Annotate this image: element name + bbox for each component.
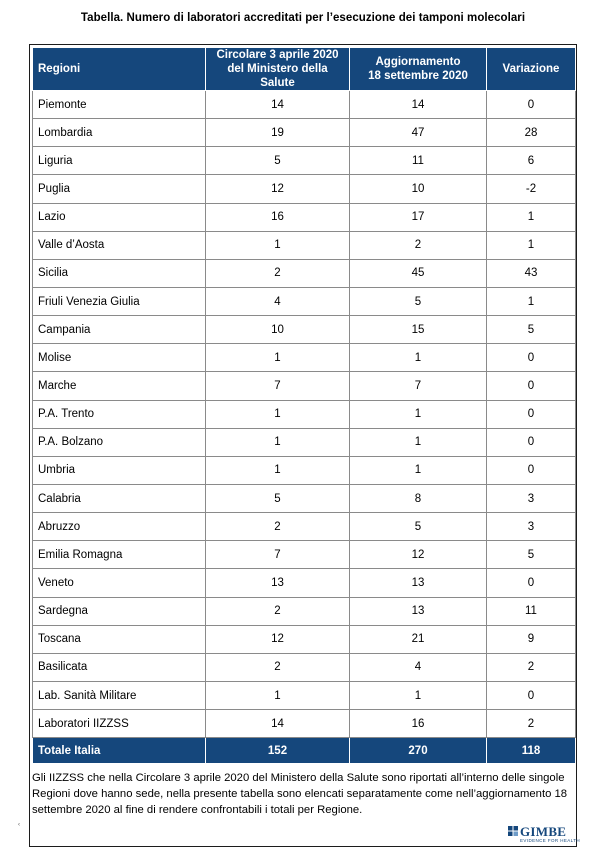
region-cell: P.A. Trento: [33, 400, 206, 428]
column-header: Regioni: [33, 48, 206, 91]
gimbe-logo: [508, 824, 581, 848]
region-cell: Friuli Venezia Giulia: [33, 287, 206, 315]
value-cell: 0: [487, 344, 576, 372]
region-cell: Basilicata: [33, 653, 206, 681]
table-row: [33, 484, 576, 512]
value-cell: 21: [350, 625, 487, 653]
value-cell: 14: [206, 91, 350, 119]
value-cell: 2: [206, 513, 350, 541]
total-row: [33, 738, 576, 764]
table-row: [33, 147, 576, 175]
table-row: [33, 259, 576, 287]
value-cell: 0: [487, 569, 576, 597]
value-cell: 7: [350, 372, 487, 400]
value-cell: 0: [487, 372, 576, 400]
value-cell: 1: [206, 344, 350, 372]
value-cell: 47: [350, 119, 487, 147]
logo-mark-icon: [508, 826, 518, 836]
value-cell: 13: [206, 569, 350, 597]
value-cell: 16: [206, 203, 350, 231]
table-row: [33, 681, 576, 709]
table-row: [33, 231, 576, 259]
value-cell: 11: [487, 597, 576, 625]
total-value: 152: [206, 738, 350, 764]
table-row: [33, 400, 576, 428]
value-cell: 45: [350, 259, 487, 287]
value-cell: 1: [487, 203, 576, 231]
table-row: [33, 175, 576, 203]
value-cell: 14: [206, 710, 350, 738]
value-cell: 2: [206, 597, 350, 625]
table-row: [33, 513, 576, 541]
logo-tagline: EVIDENCE FOR HEALTH: [520, 838, 581, 843]
region-cell: Puglia: [33, 175, 206, 203]
value-cell: 17: [350, 203, 487, 231]
value-cell: 43: [487, 259, 576, 287]
table-title: Tabella. Numero di laboratori accreditati per l’esecuzione dei tamponi molecolari: [80, 12, 526, 24]
region-cell: Calabria: [33, 484, 206, 512]
region-cell: Lombardia: [33, 119, 206, 147]
table-row: [33, 203, 576, 231]
column-header: Aggiornamento 18 settembre 2020: [350, 48, 487, 91]
value-cell: 2: [206, 653, 350, 681]
value-cell: 1: [350, 681, 487, 709]
region-cell: Veneto: [33, 569, 206, 597]
value-cell: 1: [206, 456, 350, 484]
footnote: Gli IIZZSS che nella Circolare 3 aprile 2020 del Ministero della Salute sono riportati all’interno delle singole Regioni dove hanno sede, nella presente tabella sono elencati separatamente come nell’aggiornamento 18 settembre 2020 al fine di rendere confrontabili i totali per Regione.: [32, 772, 568, 816]
value-cell: 15: [350, 316, 487, 344]
value-cell: 28: [487, 119, 576, 147]
value-cell: 5: [350, 513, 487, 541]
region-cell: Lazio: [33, 203, 206, 231]
value-cell: 0: [487, 456, 576, 484]
value-cell: 5: [487, 541, 576, 569]
value-cell: 1: [206, 231, 350, 259]
value-cell: 2: [487, 710, 576, 738]
table-row: [33, 119, 576, 147]
region-cell: Piemonte: [33, 91, 206, 119]
table-row: [33, 653, 576, 681]
region-cell: Laboratori IIZZSS: [33, 710, 206, 738]
table-row: [33, 91, 576, 119]
value-cell: 2: [350, 231, 487, 259]
value-cell: 1: [206, 400, 350, 428]
region-cell: Liguria: [33, 147, 206, 175]
value-cell: 14: [350, 91, 487, 119]
value-cell: 1: [350, 400, 487, 428]
value-cell: 0: [487, 428, 576, 456]
region-cell: Molise: [33, 344, 206, 372]
region-cell: Emilia Romagna: [33, 541, 206, 569]
table-row: [33, 597, 576, 625]
value-cell: 5: [206, 484, 350, 512]
region-cell: Toscana: [33, 625, 206, 653]
value-cell: 1: [487, 287, 576, 315]
column-header: Variazione: [487, 48, 576, 91]
logo-name: GIMBE: [520, 824, 567, 839]
value-cell: 3: [487, 513, 576, 541]
value-cell: 2: [206, 259, 350, 287]
value-cell: 0: [487, 681, 576, 709]
table-row: [33, 456, 576, 484]
region-cell: P.A. Bolzano: [33, 428, 206, 456]
region-cell: Campania: [33, 316, 206, 344]
region-cell: Valle d’Aosta: [33, 231, 206, 259]
table-row: [33, 569, 576, 597]
table-row: [33, 428, 576, 456]
value-cell: 0: [487, 400, 576, 428]
data-table: [32, 47, 576, 764]
value-cell: 3: [487, 484, 576, 512]
value-cell: 12: [206, 625, 350, 653]
value-cell: 1: [350, 428, 487, 456]
value-cell: 10: [206, 316, 350, 344]
value-cell: 1: [206, 428, 350, 456]
value-cell: 7: [206, 372, 350, 400]
total-value: 270: [350, 738, 487, 764]
value-cell: 13: [350, 569, 487, 597]
region-cell: Lab. Sanità Militare: [33, 681, 206, 709]
table-row: [33, 625, 576, 653]
value-cell: 1: [350, 456, 487, 484]
value-cell: 10: [350, 175, 487, 203]
value-cell: 9: [487, 625, 576, 653]
value-cell: 4: [350, 653, 487, 681]
table-body: [33, 91, 576, 764]
header-row: [33, 48, 576, 91]
region-cell: Abruzzo: [33, 513, 206, 541]
total-label: Totale Italia: [33, 738, 206, 764]
region-cell: Sardegna: [33, 597, 206, 625]
region-cell: Umbria: [33, 456, 206, 484]
table-row: [33, 287, 576, 315]
value-cell: -2: [487, 175, 576, 203]
value-cell: 1: [350, 344, 487, 372]
value-cell: 5: [487, 316, 576, 344]
table-row: [33, 710, 576, 738]
value-cell: 8: [350, 484, 487, 512]
value-cell: 5: [350, 287, 487, 315]
value-cell: 11: [350, 147, 487, 175]
value-cell: 1: [206, 681, 350, 709]
table-row: [33, 372, 576, 400]
region-cell: Marche: [33, 372, 206, 400]
value-cell: 5: [206, 147, 350, 175]
total-value: 118: [487, 738, 576, 764]
value-cell: 12: [350, 541, 487, 569]
value-cell: 4: [206, 287, 350, 315]
value-cell: 1: [487, 231, 576, 259]
value-cell: 13: [350, 597, 487, 625]
value-cell: 12: [206, 175, 350, 203]
value-cell: 16: [350, 710, 487, 738]
table-row: [33, 541, 576, 569]
value-cell: 2: [487, 653, 576, 681]
margin-mark: ‹: [18, 822, 20, 828]
value-cell: 19: [206, 119, 350, 147]
region-cell: Sicilia: [33, 259, 206, 287]
table-row: [33, 316, 576, 344]
value-cell: 7: [206, 541, 350, 569]
value-cell: 6: [487, 147, 576, 175]
value-cell: 0: [487, 91, 576, 119]
column-header: Circolare 3 aprile 2020 del Ministero della Salute: [206, 48, 350, 91]
table-row: [33, 344, 576, 372]
